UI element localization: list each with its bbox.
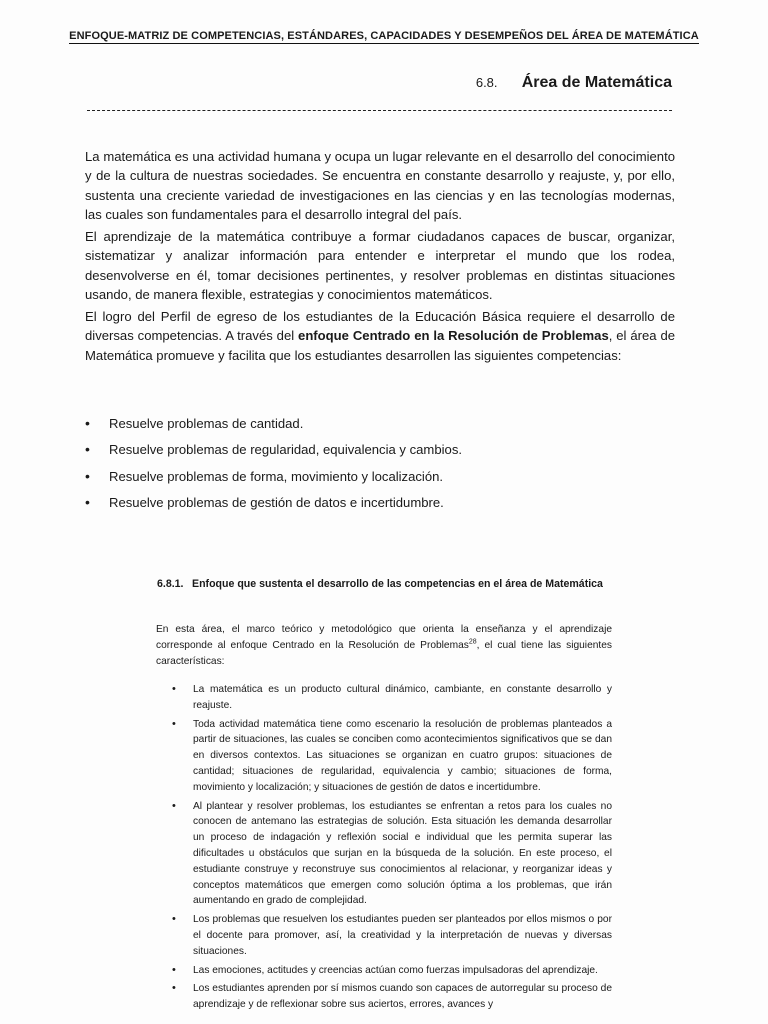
competencies-list (85, 414, 675, 519)
list-item: • Los problemas que resuelven los estudiantes pueden ser planteados por ellos mismos o por el docente para promover, así, la creatividad y la interpretación de nuevas y diversas situaciones. (156, 912, 612, 959)
list-item: • Las emociones, actitudes y creencias actúan como fuerzas impulsadoras del aprendizaje. (156, 963, 612, 979)
subsection-number: 6.8.1. (157, 578, 184, 590)
list-item: • Resuelve problemas de forma, movimiento y localización. (85, 467, 675, 493)
paragraph-competencies-emphasis: enfoque Centrado en la Resolución de Problemas (298, 328, 609, 344)
list-item: • Resuelve problemas de gestión de datos e incertidumbre. (85, 493, 675, 519)
heading-divider (87, 110, 672, 111)
paragraph-learning: El aprendizaje de la matemática contribuye a formar ciudadanos capaces de buscar, organizar, sistematizar y analizar información para entender e interpretar el mundo que los rodea, desenvolverse en él, tomar decisiones pertinentes, y resolver problemas en distintas situaciones usando, de manera flexible, estrategias y conocimientos matemáticos. (85, 229, 675, 302)
list-item: • Toda actividad matemática tiene como escenario la resolución de problemas planteados a partir de situaciones, las cuales se conciben como acontecimientos significativos que se dan en diversos contextos. Las situaciones se organizan en cuatro grupos: situaciones de cantidad; situaciones de regularidad, equivalencia y cambio; situaciones de forma, movimiento y localización; y situaciones de gestión de datos e incertidumbre. (156, 717, 612, 796)
document-header (0, 30, 768, 42)
paragraph-competencies-text-1: El logro del Perfil de egreso de los estudiantes de la Educación Básica requiere el desarrollo de diversas competencias. A través del (85, 309, 675, 344)
section-number: 6.8. (475, 75, 498, 90)
list-item: • Resuelve problemas de cantidad. (85, 414, 675, 440)
subsection-title: Enfoque que sustenta el desarrollo de las competencias en el área de Matemática (192, 578, 603, 590)
subsection-intro (156, 622, 612, 669)
list-item: • Al plantear y resolver problemas, los estudiantes se enfrentan a retos para los cuales no conocen de antemano las estrategias de solución. Esta situación les demanda desarrollar un proceso de indagación y reflexión social e individual que les permita superar las dificultades u obstáculos que surjan en la búsqueda de la solución. En este proceso, el estudiante construye y reconstruye sus conocimientos al relacionar, y reorganizar ideas y conceptos matemáticos que emergen como solución óptima a los problemas, que irán aumentando en grado de complejidad. (156, 799, 612, 910)
section-title: Área de Matemática (521, 74, 672, 91)
subsection-intro-text-1: En esta área, el marco teórico y metodológico que orienta la enseñanza y el aprendizaje corresponde al enfoque Centrado en la Resolución de Problemas (156, 624, 612, 651)
document-header-title: ENFOQUE-MATRIZ DE COMPETENCIAS, ESTÁNDARES, CAPACIDADES Y DESEMPEÑOS DEL ÁREA DE MATEMÁTICA (69, 30, 699, 42)
characteristics-list (156, 682, 612, 1016)
section-heading (476, 74, 672, 92)
list-item: • Los estudiantes aprenden por sí mismos cuando son capaces de autorregular su proceso de aprendizaje y de reflexionar sobre sus aciertos, errores, avances y (156, 981, 612, 1013)
list-item: • La matemática es un producto cultural dinámico, cambiante, en constante desarrollo y reajuste. (156, 682, 612, 714)
paragraph-competencies (85, 307, 675, 365)
footnote-reference: 28 (468, 638, 477, 646)
list-item: • Resuelve problemas de regularidad, equivalencia y cambios. (85, 440, 675, 466)
subsection-intro-text-2: , el cual tiene las siguientes características: (156, 639, 612, 667)
subsection-heading (157, 576, 612, 592)
paragraph-competencies-text-2: , el área de Matemática promueve y facilita que los estudiantes desarrollen las siguientes competencias: (85, 328, 676, 363)
paragraph-intro: La matemática es una actividad humana y ocupa un lugar relevante en el desarrollo del conocimiento y de la cultura de nuestras sociedades. Se encuentra en constante desarrollo y reajuste, y, por ello, sustenta una creciente variedad de investigaciones en las ciencias y en las tecnologías modernas, las cuales son fundamentales para el desarrollo integral del país. (85, 149, 675, 222)
